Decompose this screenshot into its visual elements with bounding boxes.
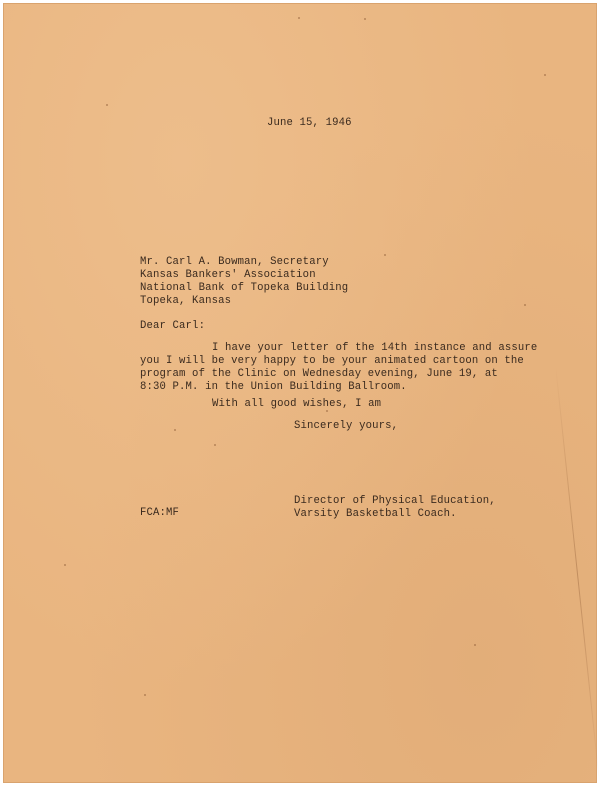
recipient-line: Mr. Carl A. Bowman, Secretary [140, 256, 329, 268]
salutation: Dear Carl: [140, 320, 206, 332]
letter-page [4, 4, 596, 782]
signature-title: Varsity Basketball Coach. [294, 508, 457, 520]
recipient-line: Topeka, Kansas [140, 295, 232, 307]
recipient-line: Kansas Bankers' Association [140, 269, 316, 281]
paper-speck [174, 429, 176, 431]
paper-speck [544, 74, 546, 76]
body-line: you I will be very happy to be your animated cartoon on the [140, 355, 524, 367]
body-line: program of the Clinic on Wednesday evening, June 19, at [140, 368, 498, 380]
letter-date: June 15, 1946 [267, 117, 352, 129]
paper-speck [144, 694, 146, 696]
closing-line: With all good wishes, I am [212, 398, 382, 410]
paper-crease [555, 365, 600, 783]
body-line: 8:30 P.M. in the Union Building Ballroom. [140, 381, 407, 393]
paper-speck [384, 254, 386, 256]
paper-speck [474, 644, 476, 646]
recipient-line: National Bank of Topeka Building [140, 282, 349, 294]
paper-speck [106, 104, 108, 106]
paper-speck [524, 304, 526, 306]
paper-speck [298, 17, 300, 19]
body-line: I have your letter of the 14th instance and assure [212, 342, 538, 354]
reference-initials: FCA:MF [140, 507, 180, 519]
signature-title: Director of Physical Education, [294, 495, 496, 507]
paper-speck [214, 444, 216, 446]
paper-speck [64, 564, 66, 566]
sign-off: Sincerely yours, [294, 420, 399, 432]
paper-speck [364, 18, 366, 20]
